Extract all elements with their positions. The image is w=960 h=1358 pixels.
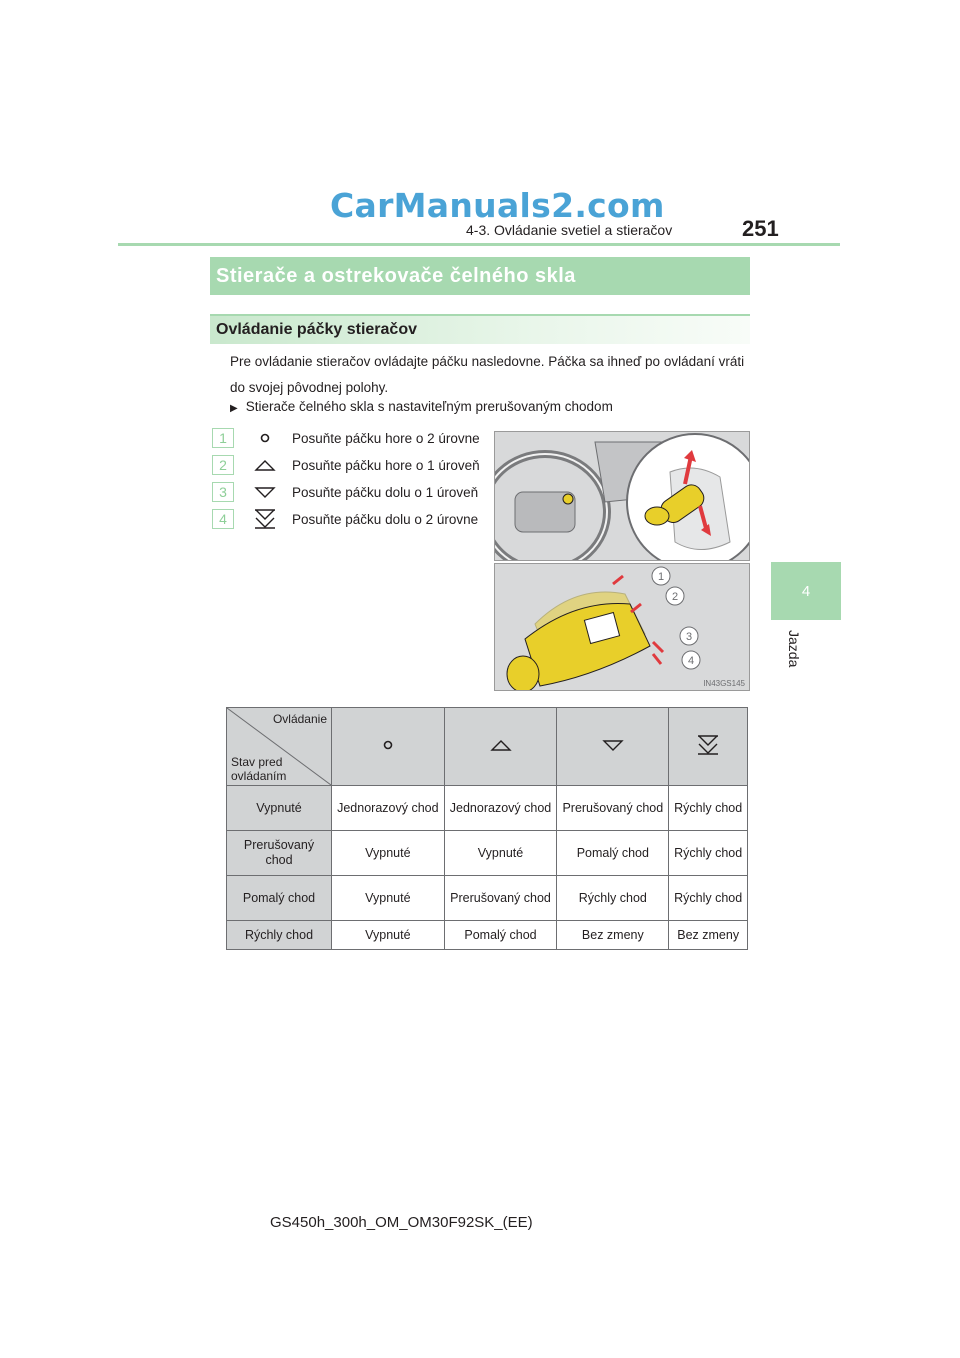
- item-text: Posuňte páčku hore o 1 úroveň: [292, 457, 480, 473]
- bullet-text: Stierače čelného skla s nastaviteľným prerušovaným chodom: [245, 399, 613, 414]
- document-code: GS450h_300h_OM_OM30F92SK_(EE): [270, 1214, 533, 1231]
- header-up: [444, 708, 557, 786]
- callout-3: 3: [685, 631, 693, 643]
- chapter-number: 4: [801, 582, 811, 600]
- dashboard-drawing: [495, 432, 750, 561]
- table-cell: Vypnuté: [444, 831, 557, 876]
- table-cell: Vypnuté: [332, 921, 445, 950]
- page-number: 251: [742, 216, 779, 241]
- table-cell: Prerušovaný chod: [444, 876, 557, 921]
- item-number: 3: [212, 482, 234, 502]
- list-item: [212, 427, 480, 449]
- bullet-line: [230, 399, 613, 414]
- header-divider: [118, 243, 840, 246]
- header-down: [557, 708, 669, 786]
- table-cell: Vypnuté: [332, 876, 445, 921]
- table-cell: Vypnuté: [332, 831, 445, 876]
- main-heading: Stierače a ostrekovače čelného skla: [210, 257, 750, 295]
- header-double-down: [669, 708, 748, 786]
- circle-icon: [252, 428, 278, 448]
- up-triangle-icon: [489, 738, 513, 752]
- table-cell: Pomalý chod: [557, 831, 669, 876]
- lever-drawing: [495, 564, 750, 691]
- section-title: 4-3. Ovládanie svetiel a stieračov: [466, 222, 673, 238]
- table-cell: Rýchly chod: [669, 786, 748, 831]
- bullet-arrow-icon: ▶: [230, 403, 238, 414]
- sub-heading: Ovládanie páčky stieračov: [210, 314, 750, 344]
- table-header-row: [227, 708, 748, 786]
- table-row: [227, 921, 748, 950]
- wiper-operation-table: [226, 707, 748, 950]
- callout-4: 4: [687, 655, 695, 667]
- item-number: 1: [212, 428, 234, 448]
- item-number: 2: [212, 455, 234, 475]
- header-circle: [332, 708, 445, 786]
- table-corner-cell: [227, 708, 332, 786]
- callout-2: 2: [671, 591, 679, 603]
- table-cell: Bez zmeny: [669, 921, 748, 950]
- table-row: [227, 786, 748, 831]
- table-cell: Pomalý chod: [444, 921, 557, 950]
- watermark-logo: CarManuals2.com: [330, 186, 665, 225]
- table-cell: Rýchly chod: [669, 831, 748, 876]
- circle-icon: [381, 738, 395, 752]
- table-cell: Rýchly chod: [557, 876, 669, 921]
- list-item: [212, 481, 478, 503]
- illustration-code: IN43GS145: [703, 679, 745, 688]
- lever-positions-illustration: [494, 563, 750, 691]
- item-text: Posuňte páčku dolu o 2 úrovne: [292, 511, 479, 527]
- table-cell: Jednorazový chod: [332, 786, 445, 831]
- double-down-triangle-icon: [252, 509, 278, 529]
- row-state: Prerušovaný chod: [227, 831, 332, 876]
- table-cell: Bez zmeny: [557, 921, 669, 950]
- row-state: Vypnuté: [227, 786, 332, 831]
- table-cell: Prerušovaný chod: [557, 786, 669, 831]
- item-text: Posuňte páčku hore o 2 úrovne: [292, 430, 480, 446]
- double-down-triangle-icon: [696, 734, 720, 756]
- wiper-lever-illustration: [494, 431, 750, 561]
- item-text: Posuňte páčku dolu o 1 úroveň: [292, 484, 479, 500]
- down-triangle-icon: [252, 482, 278, 502]
- chapter-label: Jazda: [786, 630, 802, 668]
- row-state: Rýchly chod: [227, 921, 332, 950]
- table-row: [227, 876, 748, 921]
- corner-bottom-label: Stav pred ovládaním: [231, 755, 287, 783]
- intro-paragraph: Pre ovládanie stieračov ovládajte páčku nasledovne. Páčka sa ihneď po ovládaní vráti do svojej pôvodnej polohy.: [230, 354, 745, 395]
- row-state: Pomalý chod: [227, 876, 332, 921]
- corner-top-label: Ovládanie: [272, 712, 327, 726]
- list-item: [212, 454, 480, 476]
- item-number: 4: [212, 509, 234, 529]
- up-triangle-icon: [252, 455, 278, 475]
- chapter-tab: [771, 562, 841, 620]
- callout-1: 1: [657, 571, 665, 583]
- list-item: [212, 508, 478, 530]
- table-row: [227, 831, 748, 876]
- table-cell: Rýchly chod: [669, 876, 748, 921]
- down-triangle-icon: [601, 738, 625, 752]
- table-cell: Jednorazový chod: [444, 786, 557, 831]
